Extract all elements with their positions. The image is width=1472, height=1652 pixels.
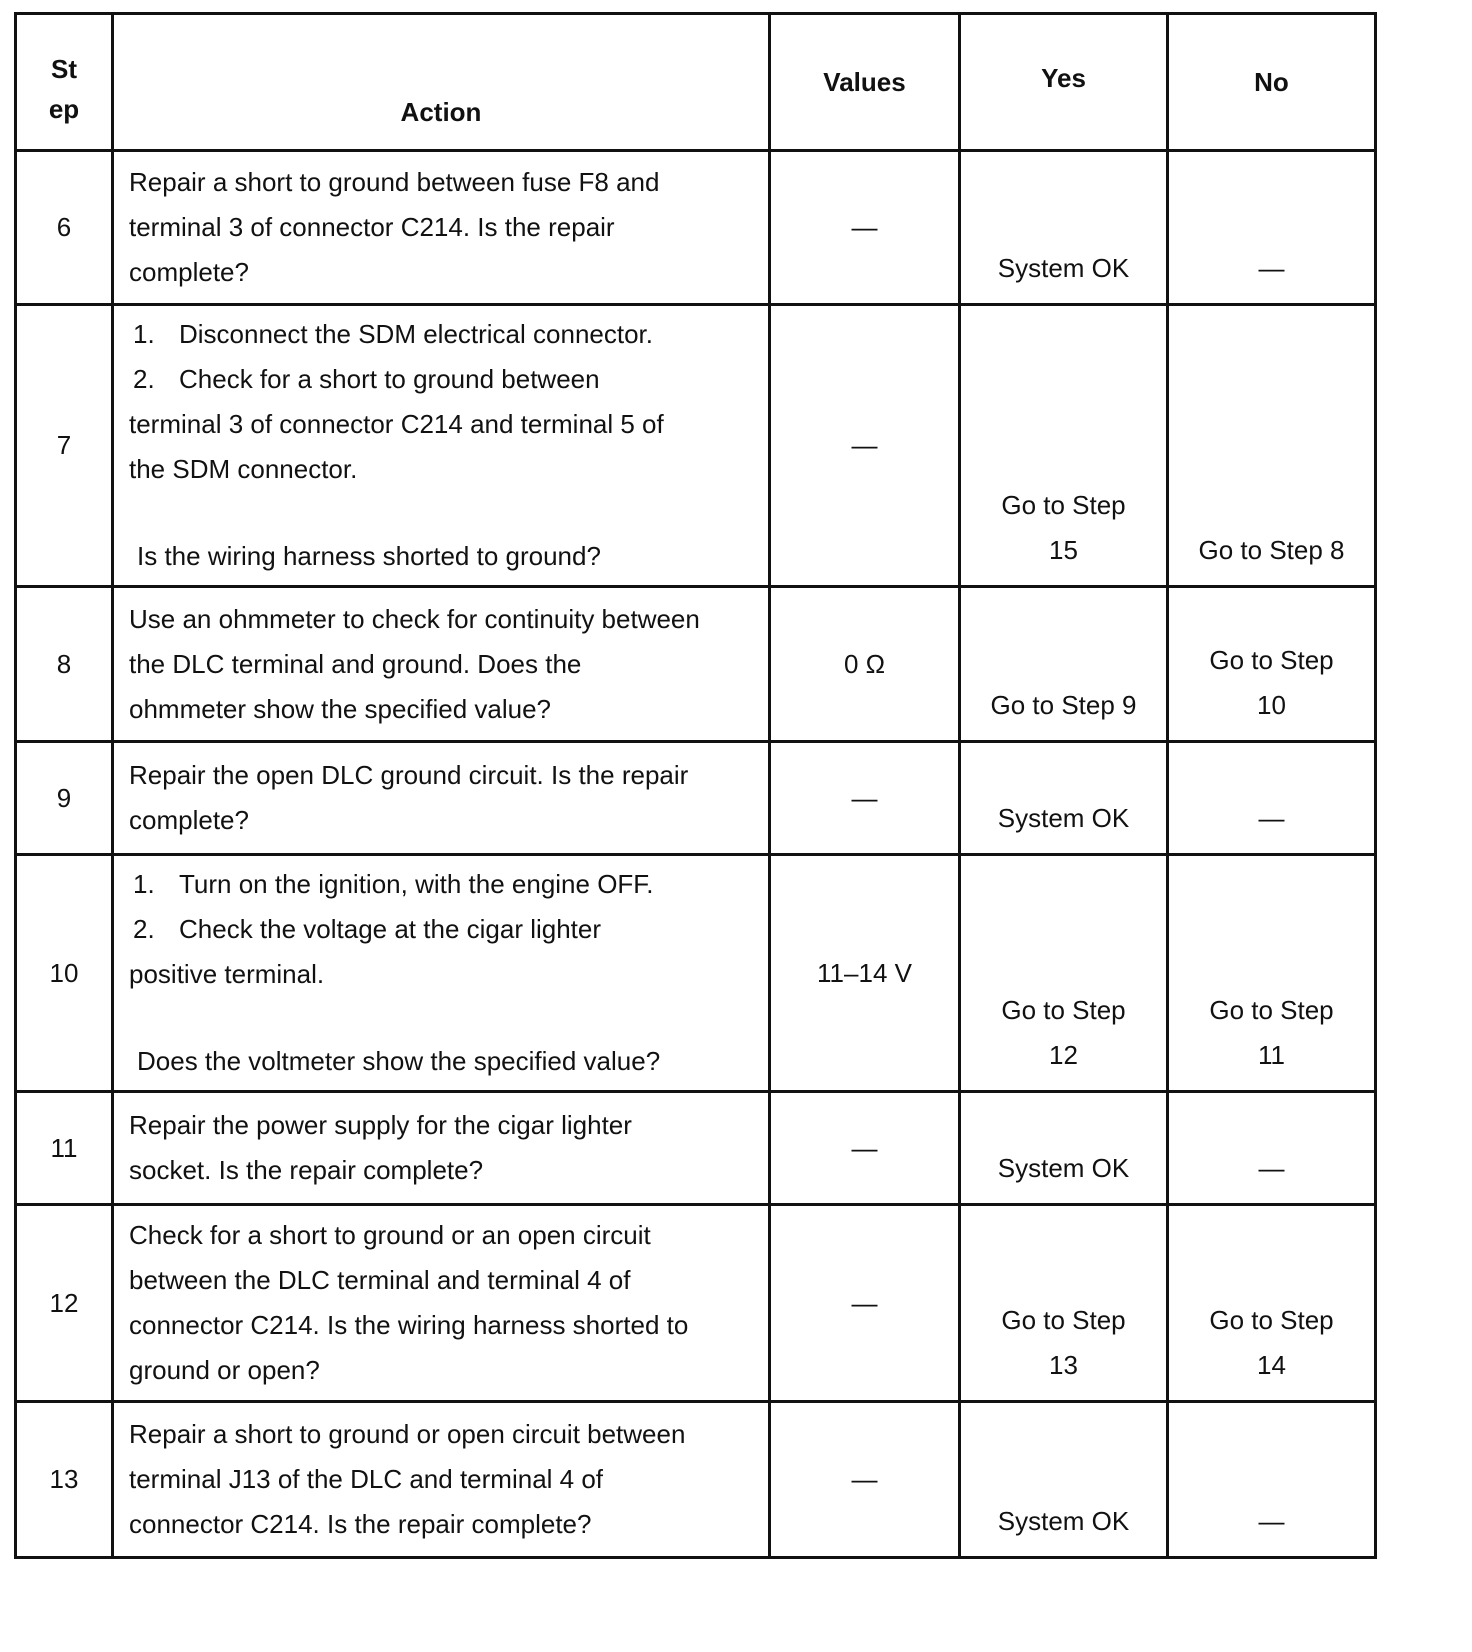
yes-line: System OK — [997, 1506, 1130, 1536]
action-list-text: Turn on the ignition, with the engine OFF. — [179, 869, 654, 899]
step-cell: 10 — [16, 855, 113, 1092]
yes-cell — [960, 1092, 1168, 1205]
action-spacer — [129, 997, 754, 1039]
header-step-line2: ep — [48, 94, 80, 124]
action-line: the DLC terminal and ground. Does the — [129, 648, 582, 679]
action-list-number: 2. — [133, 364, 155, 394]
yes-cell — [960, 742, 1168, 855]
yes-line: 15 — [1049, 535, 1078, 565]
value-cell: — — [770, 1092, 960, 1205]
yes-line: System OK — [997, 1153, 1130, 1183]
action-line: the SDM connector. — [129, 454, 358, 484]
value-cell: — — [770, 1402, 960, 1558]
no-line: Go to Step — [1209, 995, 1334, 1025]
step-cell: 8 — [16, 587, 113, 742]
action-line: Repair a short to ground between fuse F8 and — [129, 167, 660, 197]
action-line: connector C214. Is the wiring harness shorted to — [129, 1310, 689, 1340]
no-line: 14 — [1257, 1350, 1286, 1380]
yes-line: System OK — [997, 253, 1130, 283]
value-cell: — — [770, 742, 960, 855]
no-line: — — [1258, 803, 1285, 833]
action-cell — [113, 151, 770, 305]
action-line: terminal 3 of connector C214. Is the repair — [129, 212, 615, 242]
step-cell: 12 — [16, 1205, 113, 1402]
action-list-number: 2. — [133, 914, 155, 944]
action-line: positive terminal. — [129, 959, 325, 989]
table-row — [16, 151, 1376, 305]
header-action: Action — [113, 14, 770, 151]
header-values: Values — [770, 14, 960, 151]
action-list-text: Check for a short to ground between — [179, 364, 600, 394]
table-row — [16, 855, 1376, 1092]
header-step — [16, 14, 113, 151]
header-step-line1: St — [51, 54, 77, 84]
action-line: complete? — [129, 805, 249, 835]
action-cell — [113, 855, 770, 1092]
action-cell — [113, 587, 770, 742]
action-line: ground or open? — [129, 1355, 320, 1385]
no-cell — [1168, 1092, 1376, 1205]
action-line: Repair the open DLC ground circuit. Is the repair — [129, 760, 689, 790]
action-cell — [113, 305, 770, 587]
action-list-text: Disconnect the SDM electrical connector. — [179, 319, 653, 349]
yes-cell — [960, 855, 1168, 1092]
table-body — [16, 151, 1376, 1558]
yes-line: 12 — [1049, 1040, 1078, 1070]
no-line: Go to Step 8 — [1198, 535, 1345, 565]
header-no: No — [1168, 14, 1376, 151]
action-list-text: Check the voltage at the cigar lighter — [179, 914, 602, 944]
action-cell — [113, 1402, 770, 1558]
no-line: 11 — [1258, 1040, 1285, 1070]
no-cell — [1168, 855, 1376, 1092]
step-cell: 7 — [16, 305, 113, 587]
no-cell — [1168, 1402, 1376, 1558]
action-list-number: 1. — [133, 319, 155, 349]
table-row — [16, 1402, 1376, 1558]
action-line: connector C214. Is the repair complete? — [129, 1509, 592, 1539]
action-cell — [113, 1205, 770, 1402]
table-row — [16, 742, 1376, 855]
step-cell: 11 — [16, 1092, 113, 1205]
value-cell: 11–14 V — [770, 855, 960, 1092]
yes-line: Go to Step 9 — [990, 690, 1137, 720]
no-cell — [1168, 151, 1376, 305]
value-cell: — — [770, 1205, 960, 1402]
no-cell — [1168, 587, 1376, 742]
diagnostic-table — [14, 12, 1377, 1559]
action-list-number: 1. — [133, 869, 155, 899]
action-list-item — [129, 907, 754, 952]
action-question: Does the voltmeter show the specified value? — [137, 1046, 661, 1076]
action-cell — [113, 742, 770, 855]
yes-line: Go to Step — [1001, 995, 1126, 1025]
table-row — [16, 1205, 1376, 1402]
no-cell — [1168, 1205, 1376, 1402]
step-cell: 13 — [16, 1402, 113, 1558]
no-line: — — [1258, 253, 1285, 283]
yes-line: Go to Step — [1001, 490, 1126, 520]
action-line: between the DLC terminal and terminal 4 of — [129, 1265, 631, 1295]
table-row — [16, 587, 1376, 742]
table-row — [16, 1092, 1376, 1205]
action-line: complete? — [129, 257, 249, 287]
no-line: Go to Step — [1209, 645, 1334, 675]
action-line: terminal J13 of the DLC and terminal 4 of — [129, 1464, 604, 1494]
step-cell: 6 — [16, 151, 113, 305]
action-list-item — [129, 357, 754, 402]
action-question: Is the wiring harness shorted to ground? — [137, 541, 601, 571]
yes-cell — [960, 305, 1168, 587]
action-spacer — [129, 492, 754, 534]
yes-cell — [960, 1205, 1168, 1402]
action-line: Check for a short to ground or an open circuit — [129, 1220, 651, 1250]
step-cell: 9 — [16, 742, 113, 855]
action-line: Use an ohmmeter to check for continuity between — [129, 603, 700, 634]
action-list-item — [129, 862, 754, 907]
table-row — [16, 305, 1376, 587]
no-cell — [1168, 305, 1376, 587]
no-line: 10 — [1257, 690, 1286, 720]
value-cell: — — [770, 151, 960, 305]
yes-line: Go to Step — [1001, 1305, 1126, 1335]
action-line: Repair a short to ground or open circuit between — [129, 1419, 686, 1449]
yes-cell — [960, 587, 1168, 742]
no-cell — [1168, 742, 1376, 855]
value-cell: 0 Ω — [770, 587, 960, 742]
no-line: Go to Step — [1209, 1305, 1334, 1335]
value-cell: — — [770, 305, 960, 587]
header-yes: Yes — [960, 14, 1168, 151]
action-line: ohmmeter show the specified value? — [129, 693, 552, 724]
action-cell — [113, 1092, 770, 1205]
action-list-item — [129, 312, 754, 357]
action-line: Repair the power supply for the cigar lighter — [129, 1110, 632, 1140]
yes-line: 13 — [1049, 1350, 1078, 1380]
yes-line: System OK — [997, 803, 1130, 833]
header-row — [16, 14, 1376, 151]
no-line: — — [1258, 1506, 1285, 1536]
yes-cell — [960, 151, 1168, 305]
action-line: socket. Is the repair complete? — [129, 1155, 484, 1185]
no-line: — — [1258, 1153, 1285, 1183]
yes-cell — [960, 1402, 1168, 1558]
action-line: terminal 3 of connector C214 and terminal 5 of — [129, 409, 664, 439]
